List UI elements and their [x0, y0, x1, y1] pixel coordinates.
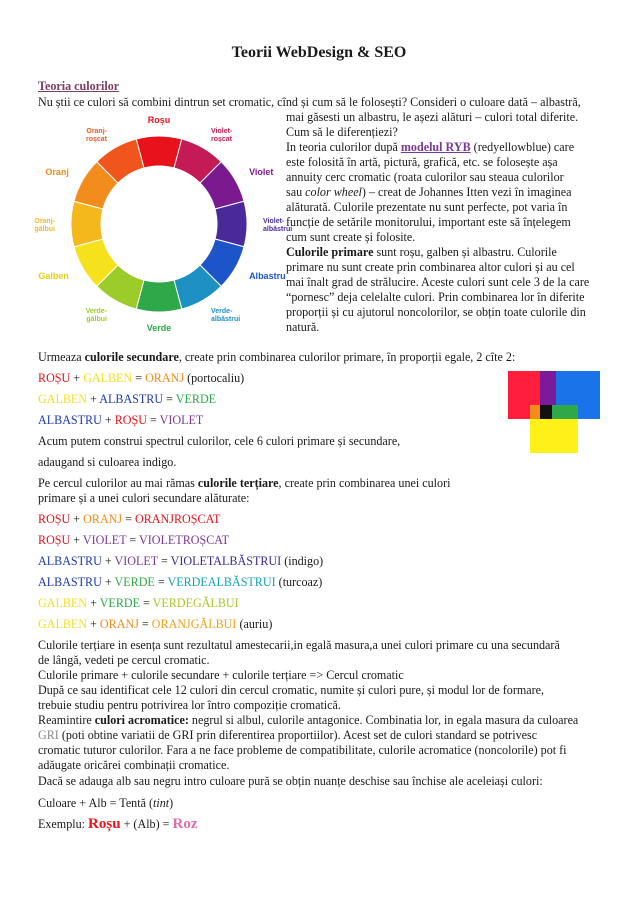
paragraph-4-line-2: GRI (poti obtine variatii de GRI prin diferentirea proportiilor). Acest set de culori standard se potrivesc [38, 728, 538, 742]
example-line: Exemplu: Roșu + (Alb) = Roz [38, 816, 198, 832]
wheel-label: Oranj [45, 167, 69, 177]
right-column-line: annuity cerc cromatic (roata culorilor sau steaua culorilor [286, 170, 564, 184]
right-column-line: mai găsesti un albastru, le așezi alături – culori total diferite. [286, 110, 579, 124]
paragraph-3-line-2: trebuie studiu pentru potrivirea lor întro compoziție cromatică. [38, 698, 341, 712]
right-column-line: In teoria culorilor după modelul RYB (redyellowblue) care [286, 140, 575, 154]
wheel-center [102, 167, 216, 281]
wheel-label: Verde-gălbui [85, 308, 107, 324]
paragraph-1-line-1: Culorile terțiare in esența sunt rezultatul amestecarii,in egală masura,a unei culori primare cu una secundară [38, 638, 560, 652]
right-column [286, 110, 600, 335]
wheel-label: Oranj-gălbui [34, 218, 55, 233]
right-column-line: alăturată. Culorile prezentate nu sunt perfecte, pot varia în [286, 200, 568, 214]
right-column-line: Cum să le diferențiezi? [286, 125, 398, 139]
violet-overlap [540, 371, 556, 405]
equation-blue-red: ALBASTRU + ROȘU = VIOLET [38, 413, 204, 427]
paragraph-4-line-3: cromatic tuturor culorilor. Fara a ne face probleme de compatibilitate, culorile acromatice (noncolorile) pot fi [38, 743, 567, 757]
tertiary-intro-2: primare și a unei culori secundare alăturate: [38, 491, 250, 505]
spectrum-line-1: Acum putem construi spectrul culorilor, cele 6 culori primare și secundare, [38, 434, 401, 448]
right-column-line: mai înalt grad de strălucire. Aceste culori sunt cele 3 de la care [286, 275, 590, 289]
section-heading: Teoria culorilor [38, 79, 120, 93]
wheel-label: Violet-roșcat [211, 127, 233, 143]
page-title: Teorii WebDesign & SEO [231, 44, 407, 61]
orange-overlap [530, 405, 540, 419]
tint-formula: Culoare + Alb = Tentă (tint) [38, 796, 174, 810]
wheel-label: Albastru [249, 271, 286, 281]
paragraph-1-line-2: de lângă, vedeti pe cercul cromatic. [38, 653, 210, 667]
right-column-line: “pornesc” deja celelalte culori. Prin combinarea lor în diferite [286, 290, 585, 304]
black-center [540, 405, 552, 419]
right-column-line: proporții și cu ajutorul noncolorilor, se obțin toate culorile din [286, 305, 586, 319]
spectrum-line-2: adaugand si culoarea indigo. [38, 455, 177, 469]
right-column-line: natură. [286, 320, 320, 334]
wheel-label: Verde-albăstrui [211, 308, 241, 324]
tertiary-intro: Pe cercul culorilor au mai rămas culorile terțiare, create prin combinarea unei culori [38, 476, 451, 490]
wheel-label: Verde [146, 323, 172, 333]
wheel-label: Galben [38, 271, 69, 281]
equation-yellow-orange: GALBEN + ORANJ = ORANJGĂLBUI (auriu) [38, 617, 273, 631]
right-column-line: Culorile primare sunt roșu, galben și albastru. Culorile [286, 245, 557, 259]
green-overlap [552, 405, 578, 419]
equation-yellow-green: GALBEN + VERDE = VERDEGĂLBUI [38, 596, 239, 610]
color-mixing-squares [508, 371, 600, 471]
paragraph-2: Culorile primare + culorile secundare + culorile terțiare => Cercul cromatic [38, 668, 404, 682]
right-column-line: primare nu sunt create prin combinarea altor culori și au cel [286, 260, 575, 274]
paragraph-3-line-1: După ce sau identificat cele 12 culori din cercul cromatic, numite și culori pure, și modul lor de formare, [38, 683, 545, 697]
wheel-label: Oranj-roșcat [85, 127, 107, 143]
paragraph-4-line-4: adăugate oricărei combinații cromatice. [38, 758, 230, 772]
right-column-line: sau color wheel) – creat de Johannes Itten vezi în imaginea [286, 185, 572, 199]
color-wheel [34, 115, 293, 333]
right-column-line: cum sunt create și folosite. [286, 230, 416, 244]
equation-red-violet: ROȘU + VIOLET = VIOLETROȘCAT [38, 533, 230, 547]
wheel-label: Violet [249, 167, 274, 177]
equation-yellow-blue: GALBEN + ALBASTRU = VERDE [38, 392, 217, 406]
wheel-label: Violet-albăstrui [263, 218, 293, 233]
equation-red-orange: ROȘU + ORANJ = ORANJROȘCAT [38, 512, 221, 526]
paragraph-5: Dacă se adauga alb sau negru intro culoare pură se obțin nuanțe deschise sau închise ale aceleiași culori: [38, 774, 543, 788]
right-column-line: funcție de setările monitorului, important este să înțelegem [286, 215, 571, 229]
equation-blue-green: ALBASTRU + VERDE = VERDEALBĂSTRUI (turcoaz) [38, 575, 323, 589]
equation-blue-violet: ALBASTRU + VIOLET = VIOLETALBĂSTRUI (indigo) [38, 554, 324, 568]
wheel-label: Roșu [147, 115, 171, 125]
paragraph-4-line-1: Reamintire culori acromatice: negrul si albul, culorile antagonice. Combinatia lor, in egala masura da culoarea [38, 713, 579, 727]
equation-red-yellow: ROȘU + GALBEN = ORANJ (portocaliu) [38, 371, 245, 385]
intro-line: Nu știi ce culori să combini dintrun set cromatic, cînd și cum să le folosești? Consideri o culoare dată – albastră, [38, 95, 581, 109]
secondary-intro: Urmeaza culorile secundare, create prin combinarea culorilor primare, în proporții egale, 2 cîte 2: [38, 350, 516, 364]
right-column-line: este folosită în artă, pictură, grafică, etc. se folosește așa [286, 155, 558, 169]
